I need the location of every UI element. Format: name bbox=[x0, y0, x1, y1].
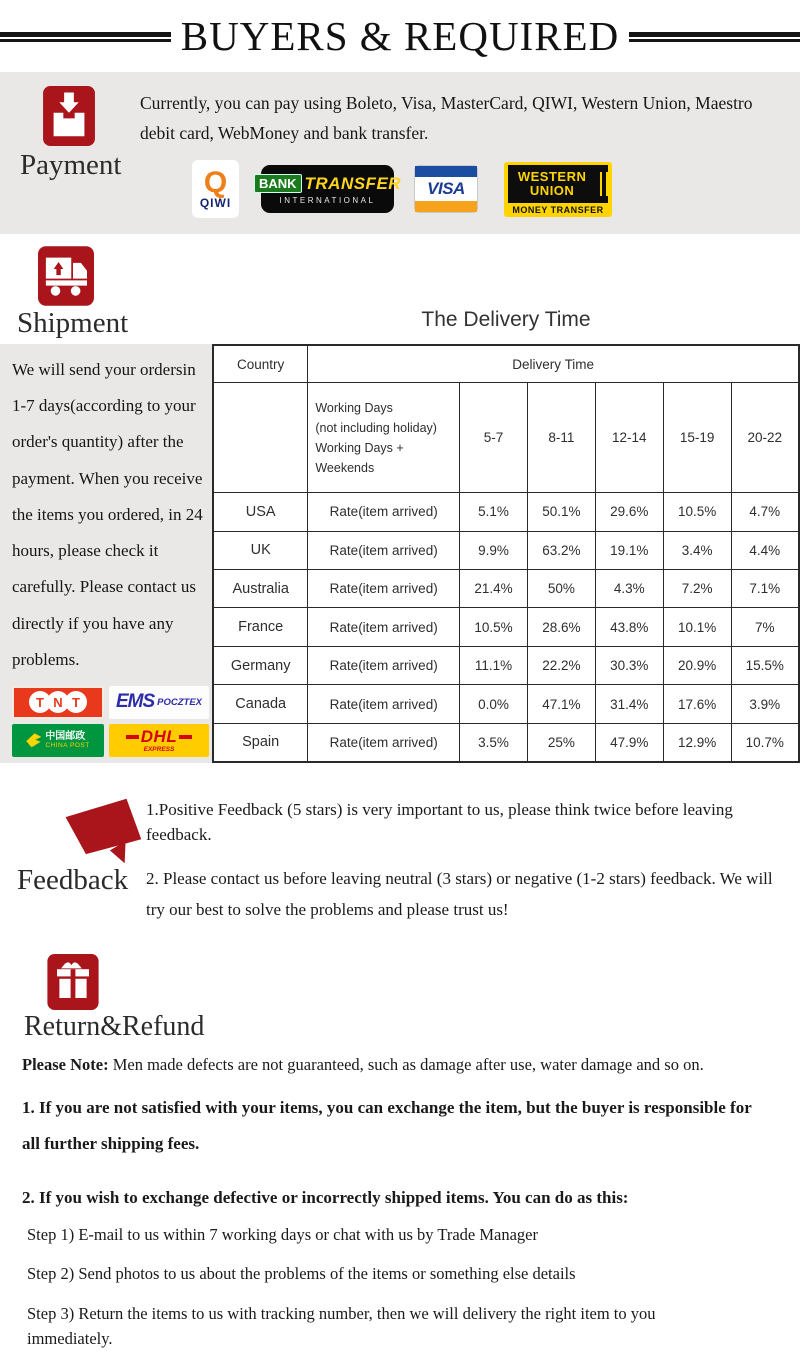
header-rule-left bbox=[0, 32, 171, 42]
return-refund-section bbox=[0, 954, 800, 1043]
visa-blue-band bbox=[415, 166, 477, 177]
country-cell: USA bbox=[213, 493, 308, 531]
table-header-country: Country bbox=[213, 345, 308, 383]
rate-label-cell: Rate(item arrived) bbox=[308, 493, 460, 531]
table-row bbox=[213, 723, 799, 762]
rate-cell: 4.7% bbox=[731, 493, 799, 531]
money-transfer-word: MONEY TRANSFER bbox=[512, 204, 604, 215]
country-cell: Germany bbox=[213, 646, 308, 684]
table-row bbox=[213, 493, 799, 531]
rate-cell: 17.6% bbox=[663, 685, 731, 723]
return-step-1: Step 1) E-mail to us within 7 working days or chat with us by Trade Manager bbox=[27, 1224, 538, 1244]
rate-cell: 47.1% bbox=[527, 685, 595, 723]
table-empty-cell bbox=[213, 383, 308, 493]
rate-cell: 25% bbox=[527, 723, 595, 762]
gift-box-icon bbox=[47, 954, 99, 1010]
payment-content bbox=[140, 84, 800, 218]
shipment-note: We will send your ordersin 1-7 days(according to your order's quantity) after the payment. When you receive the items you ordered, in 24 hours, please check it carefully. Please contact us directly if you have any problems. bbox=[12, 360, 203, 669]
shipment-body bbox=[0, 344, 800, 763]
western-union-bars bbox=[600, 172, 608, 196]
return-step-3: Step 3) Return the items to us with tracking number, then we will delivery the right item to you immediately. bbox=[27, 1303, 656, 1349]
ems-pocztex-logo bbox=[109, 686, 209, 719]
shipment-label: Shipment bbox=[17, 307, 129, 340]
rate-cell: 43.8% bbox=[595, 608, 663, 646]
rate-label-cell: Rate(item arrived) bbox=[308, 608, 460, 646]
china-post-emblem-icon bbox=[26, 733, 41, 747]
rate-label-cell: Rate(item arrived) bbox=[308, 685, 460, 723]
payment-section bbox=[0, 72, 800, 234]
rate-cell: 19.1% bbox=[595, 531, 663, 569]
day-range-header: 12-14 bbox=[595, 383, 663, 493]
feedback-point-2: 2. Please contact us before leaving neutral (3 stars) or negative (1-2 stars) feedback. We will try our best to solve the problems and please trust us! bbox=[146, 868, 773, 920]
rate-label-cell: Rate(item arrived) bbox=[308, 723, 460, 762]
rate-cell: 31.4% bbox=[595, 685, 663, 723]
rate-cell: 10.7% bbox=[731, 723, 799, 762]
feedback-label: Feedback bbox=[17, 863, 129, 896]
table-row bbox=[213, 531, 799, 569]
return-step-2: Step 2) Send photos to us about the problems of the items or something else details bbox=[27, 1264, 576, 1284]
tnt-letter: T bbox=[29, 691, 51, 713]
working-days-line: Working Days bbox=[315, 400, 393, 415]
tnt-letter: N bbox=[47, 691, 69, 713]
please-note-rest: Men made defects are not guaranteed, such as damage after use, water damage and so on. bbox=[108, 1054, 704, 1074]
rate-cell: 29.6% bbox=[595, 493, 663, 531]
china-post-logo bbox=[12, 724, 104, 757]
rate-cell: 63.2% bbox=[527, 531, 595, 569]
page-header bbox=[0, 0, 800, 57]
return-policy-point-2: 2. If you wish to exchange defective or incorrectly shipped items. You can do as this: bbox=[22, 1187, 629, 1207]
rate-cell: 11.1% bbox=[460, 646, 528, 684]
payment-logos bbox=[192, 160, 800, 218]
rate-cell: 0.0% bbox=[460, 685, 528, 723]
payment-side bbox=[0, 84, 140, 218]
payment-icon bbox=[43, 86, 95, 146]
shipment-header bbox=[0, 244, 800, 340]
page-title: BUYERS & REQUIRED bbox=[180, 13, 620, 59]
day-range-header: 20-22 bbox=[731, 383, 799, 493]
rate-label-cell: Rate(item arrived) bbox=[308, 531, 460, 569]
rate-cell: 50.1% bbox=[527, 493, 595, 531]
western-union-logo bbox=[504, 162, 612, 217]
rate-cell: 7.1% bbox=[731, 570, 799, 608]
table-row bbox=[213, 608, 799, 646]
country-cell: UK bbox=[213, 531, 308, 569]
bank-word: BANK bbox=[254, 174, 302, 193]
country-cell: Australia bbox=[213, 570, 308, 608]
international-word: INTERNATIONAL bbox=[279, 195, 376, 205]
rate-label-cell: Rate(item arrived) bbox=[308, 646, 460, 684]
qiwi-logo bbox=[192, 160, 239, 218]
return-policy-text bbox=[22, 1055, 778, 1352]
header-rule-right bbox=[629, 32, 800, 42]
delivery-time-title: The Delivery Time bbox=[421, 308, 591, 332]
table-header-delivery-time: Delivery Time bbox=[308, 345, 799, 383]
rate-label-cell: Rate(item arrived) bbox=[308, 570, 460, 608]
qiwi-q-glyph: Q bbox=[203, 165, 228, 199]
feedback-point-1: 1.Positive Feedback (5 stars) is very important to us, please think twice before leaving feedback. bbox=[146, 799, 733, 845]
rate-cell: 3.5% bbox=[460, 723, 528, 762]
visa-gold-band bbox=[415, 201, 477, 212]
tnt-logo bbox=[12, 686, 104, 719]
feedback-bubble-icon bbox=[55, 795, 150, 867]
working-days-line: Working Days + Weekends bbox=[315, 440, 404, 475]
please-note-line bbox=[22, 1055, 778, 1075]
rate-cell: 10.5% bbox=[460, 608, 528, 646]
pocztex-word: POCZTEX bbox=[157, 696, 203, 708]
rate-cell: 21.4% bbox=[460, 570, 528, 608]
rate-cell: 28.6% bbox=[527, 608, 595, 646]
bank-transfer-logo bbox=[258, 165, 402, 213]
china-post-cn: 中国邮政 bbox=[45, 731, 86, 743]
visa-logo bbox=[414, 165, 478, 213]
qiwi-label: QIWI bbox=[199, 195, 232, 210]
rate-cell: 9.9% bbox=[460, 531, 528, 569]
day-range-header: 5-7 bbox=[460, 383, 528, 493]
shipment-side bbox=[0, 244, 212, 340]
rate-cell: 47.9% bbox=[595, 723, 663, 762]
working-days-cell bbox=[308, 383, 460, 493]
dhl-dash bbox=[179, 735, 192, 739]
dhl-dash bbox=[126, 735, 139, 739]
rate-cell: 7.2% bbox=[663, 570, 731, 608]
rate-cell: 4.4% bbox=[731, 531, 799, 569]
rate-cell: 22.2% bbox=[527, 646, 595, 684]
rate-cell: 30.3% bbox=[595, 646, 663, 684]
dhl-express-word: EXPRESS bbox=[143, 746, 175, 754]
feedback-side bbox=[0, 783, 146, 926]
rate-cell: 12.9% bbox=[663, 723, 731, 762]
ems-word: EMS bbox=[115, 691, 155, 713]
rate-cell: 15.5% bbox=[731, 646, 799, 684]
dhl-word: DHL bbox=[140, 727, 178, 747]
working-days-line: (not including holiday) bbox=[315, 420, 437, 435]
table-row bbox=[213, 570, 799, 608]
rate-cell: 10.5% bbox=[663, 493, 731, 531]
carrier-logos bbox=[12, 686, 206, 757]
country-cell: Canada bbox=[213, 685, 308, 723]
delivery-time-table bbox=[212, 344, 800, 763]
table-row bbox=[213, 646, 799, 684]
country-cell: France bbox=[213, 608, 308, 646]
return-refund-label: Return&Refund bbox=[24, 1010, 205, 1042]
rate-cell: 5.1% bbox=[460, 493, 528, 531]
feedback-section bbox=[0, 783, 800, 926]
visa-word: VISA bbox=[427, 179, 465, 199]
shipment-note-column bbox=[0, 344, 212, 763]
please-note-bold: Please Note: bbox=[22, 1054, 109, 1074]
tnt-letter: T bbox=[65, 691, 87, 713]
day-range-header: 15-19 bbox=[663, 383, 731, 493]
dhl-logo bbox=[109, 724, 209, 757]
western-union-word: WESTERN UNION bbox=[517, 169, 587, 198]
rate-cell: 7% bbox=[731, 608, 799, 646]
rate-cell: 10.1% bbox=[663, 608, 731, 646]
feedback-content bbox=[146, 783, 800, 926]
rate-cell: 3.9% bbox=[731, 685, 799, 723]
day-range-header: 8-11 bbox=[527, 383, 595, 493]
transfer-word: TRANSFER bbox=[304, 173, 402, 193]
rate-cell: 50% bbox=[527, 570, 595, 608]
rate-cell: 3.4% bbox=[663, 531, 731, 569]
payment-label: Payment bbox=[20, 149, 122, 181]
table-row bbox=[213, 685, 799, 723]
rate-cell: 20.9% bbox=[663, 646, 731, 684]
return-policy-point-1: 1. If you are not satisfied with your items, you can exchange the item, but the buyer is responsible for all further shipping fees. bbox=[22, 1097, 752, 1154]
country-cell: Spain bbox=[213, 723, 308, 762]
shipment-truck-icon bbox=[38, 246, 94, 306]
rate-cell: 4.3% bbox=[595, 570, 663, 608]
payment-description: Currently, you can pay using Boleto, Visa, MasterCard, QIWI, Western Union, Maestro debit card, WebMoney and bank transfer. bbox=[140, 93, 753, 144]
china-post-en: CHINA POST bbox=[45, 742, 90, 750]
